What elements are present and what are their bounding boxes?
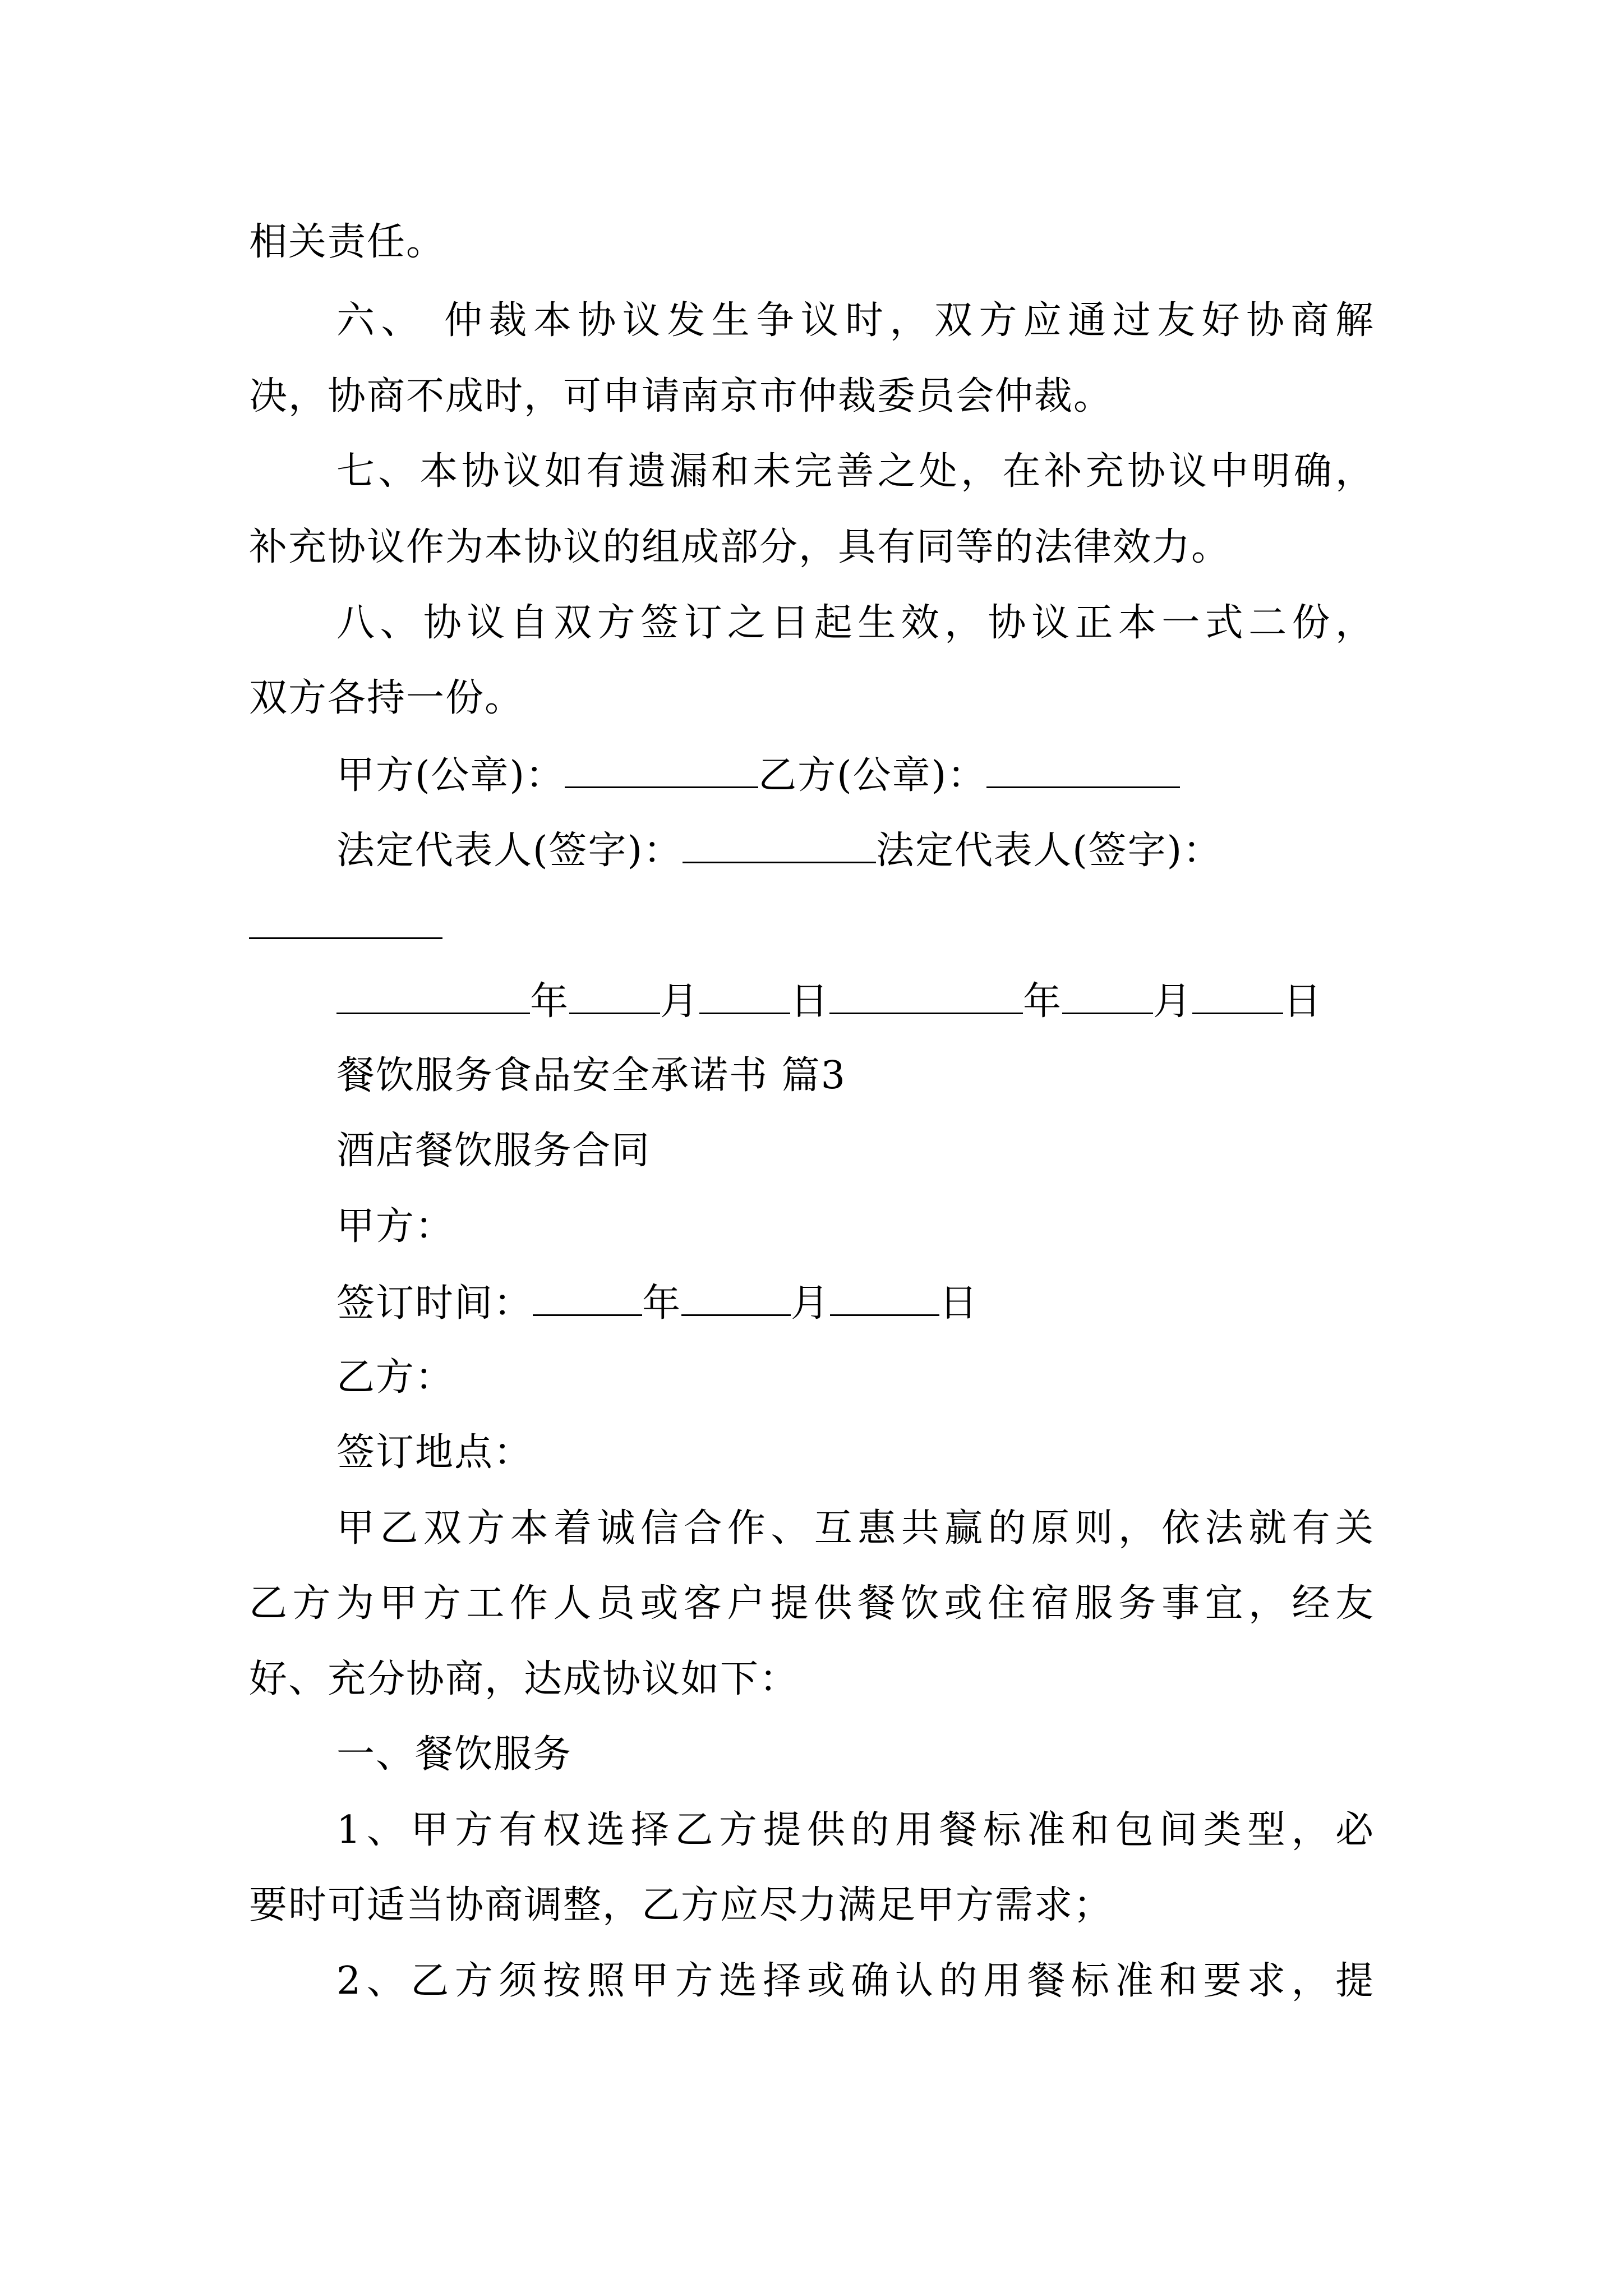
blank-underline <box>830 1280 939 1316</box>
text-line: 补充协议作为本协议的组成部分，具有同等的法律效力。 <box>249 525 1231 569</box>
sign-place-label: 签订地点： <box>336 1430 533 1475</box>
blank-underline <box>533 1280 642 1316</box>
text-line: 好、充分协商，达成协议如下： <box>249 1657 799 1701</box>
blank-underline <box>569 978 660 1014</box>
day-label: 日 <box>790 979 830 1024</box>
date-line <box>336 978 1322 1024</box>
text-line: 六、 仲裁本协议发生争议时，双方应通过友好协商解 <box>336 298 1375 343</box>
blank-underline <box>699 978 790 1014</box>
blank-underline <box>1192 978 1283 1014</box>
blank-underline <box>681 1280 791 1316</box>
party-a-seal-label: 甲方(公章)： <box>336 753 565 798</box>
blank-underline <box>829 978 1023 1014</box>
legal-rep-line <box>336 827 1222 873</box>
text-line: 要时可适当协商调整，乙方应尽力满足甲方需求； <box>249 1883 1113 1927</box>
text-line: 八、协议自双方签订之日起生效，协议正本一式二份， <box>336 601 1375 645</box>
sign-time-line <box>336 1280 979 1326</box>
text-line: 七、本协议如有遗漏和未完善之处，在补充协议中明确， <box>336 449 1375 494</box>
day-label: 日 <box>939 1281 979 1326</box>
text-line: 2、乙方须按照甲方选择或确认的用餐标准和要求，提 <box>336 1959 1375 2003</box>
party-b-seal-label: 乙方(公章)： <box>758 753 987 798</box>
year-label: 年 <box>530 979 570 1024</box>
text-line: 甲乙双方本着诚信合作、互惠共赢的原则，依法就有关 <box>336 1506 1375 1550</box>
text-line: 1、甲方有权选择乙方提供的用餐标准和包间类型，必 <box>336 1808 1375 1852</box>
month-label: 月 <box>660 979 700 1024</box>
party-b-label: 乙方： <box>336 1355 455 1400</box>
month-label: 月 <box>1153 979 1193 1024</box>
sign-time-label: 签订时间： <box>336 1281 533 1326</box>
year-label: 年 <box>1023 979 1063 1024</box>
blank-underline <box>249 903 442 939</box>
text-line: 双方各持一份。 <box>249 676 524 720</box>
contract-title: 酒店餐饮服务合同 <box>336 1129 651 1173</box>
year-label: 年 <box>642 1281 682 1326</box>
month-label: 月 <box>791 1281 831 1326</box>
item-title: 一、餐饮服务 <box>336 1732 573 1777</box>
party-a-label: 甲方： <box>336 1204 455 1249</box>
section-heading: 餐饮服务食品安全承诺书 篇3 <box>336 1053 846 1098</box>
blank-underline <box>986 752 1180 788</box>
blank-underline <box>336 978 530 1014</box>
legal-rep-b-label: 法定代表人(签字)： <box>876 829 1223 873</box>
blank-underline <box>565 752 758 788</box>
text-line: 决，协商不成时，可申请南京市仲裁委员会仲裁。 <box>249 374 1113 418</box>
day-label: 日 <box>1283 979 1323 1024</box>
legal-rep-a-label: 法定代表人(签字)： <box>336 829 683 873</box>
seal-line <box>336 752 1180 798</box>
blank-underline <box>1062 978 1153 1014</box>
legal-rep-blank-line <box>249 903 442 949</box>
text-line: 相关责任。 <box>249 220 446 264</box>
text-line: 乙方为甲方工作人员或客户提供餐饮或住宿服务事宜，经友 <box>249 1581 1375 1626</box>
blank-underline <box>683 827 876 863</box>
